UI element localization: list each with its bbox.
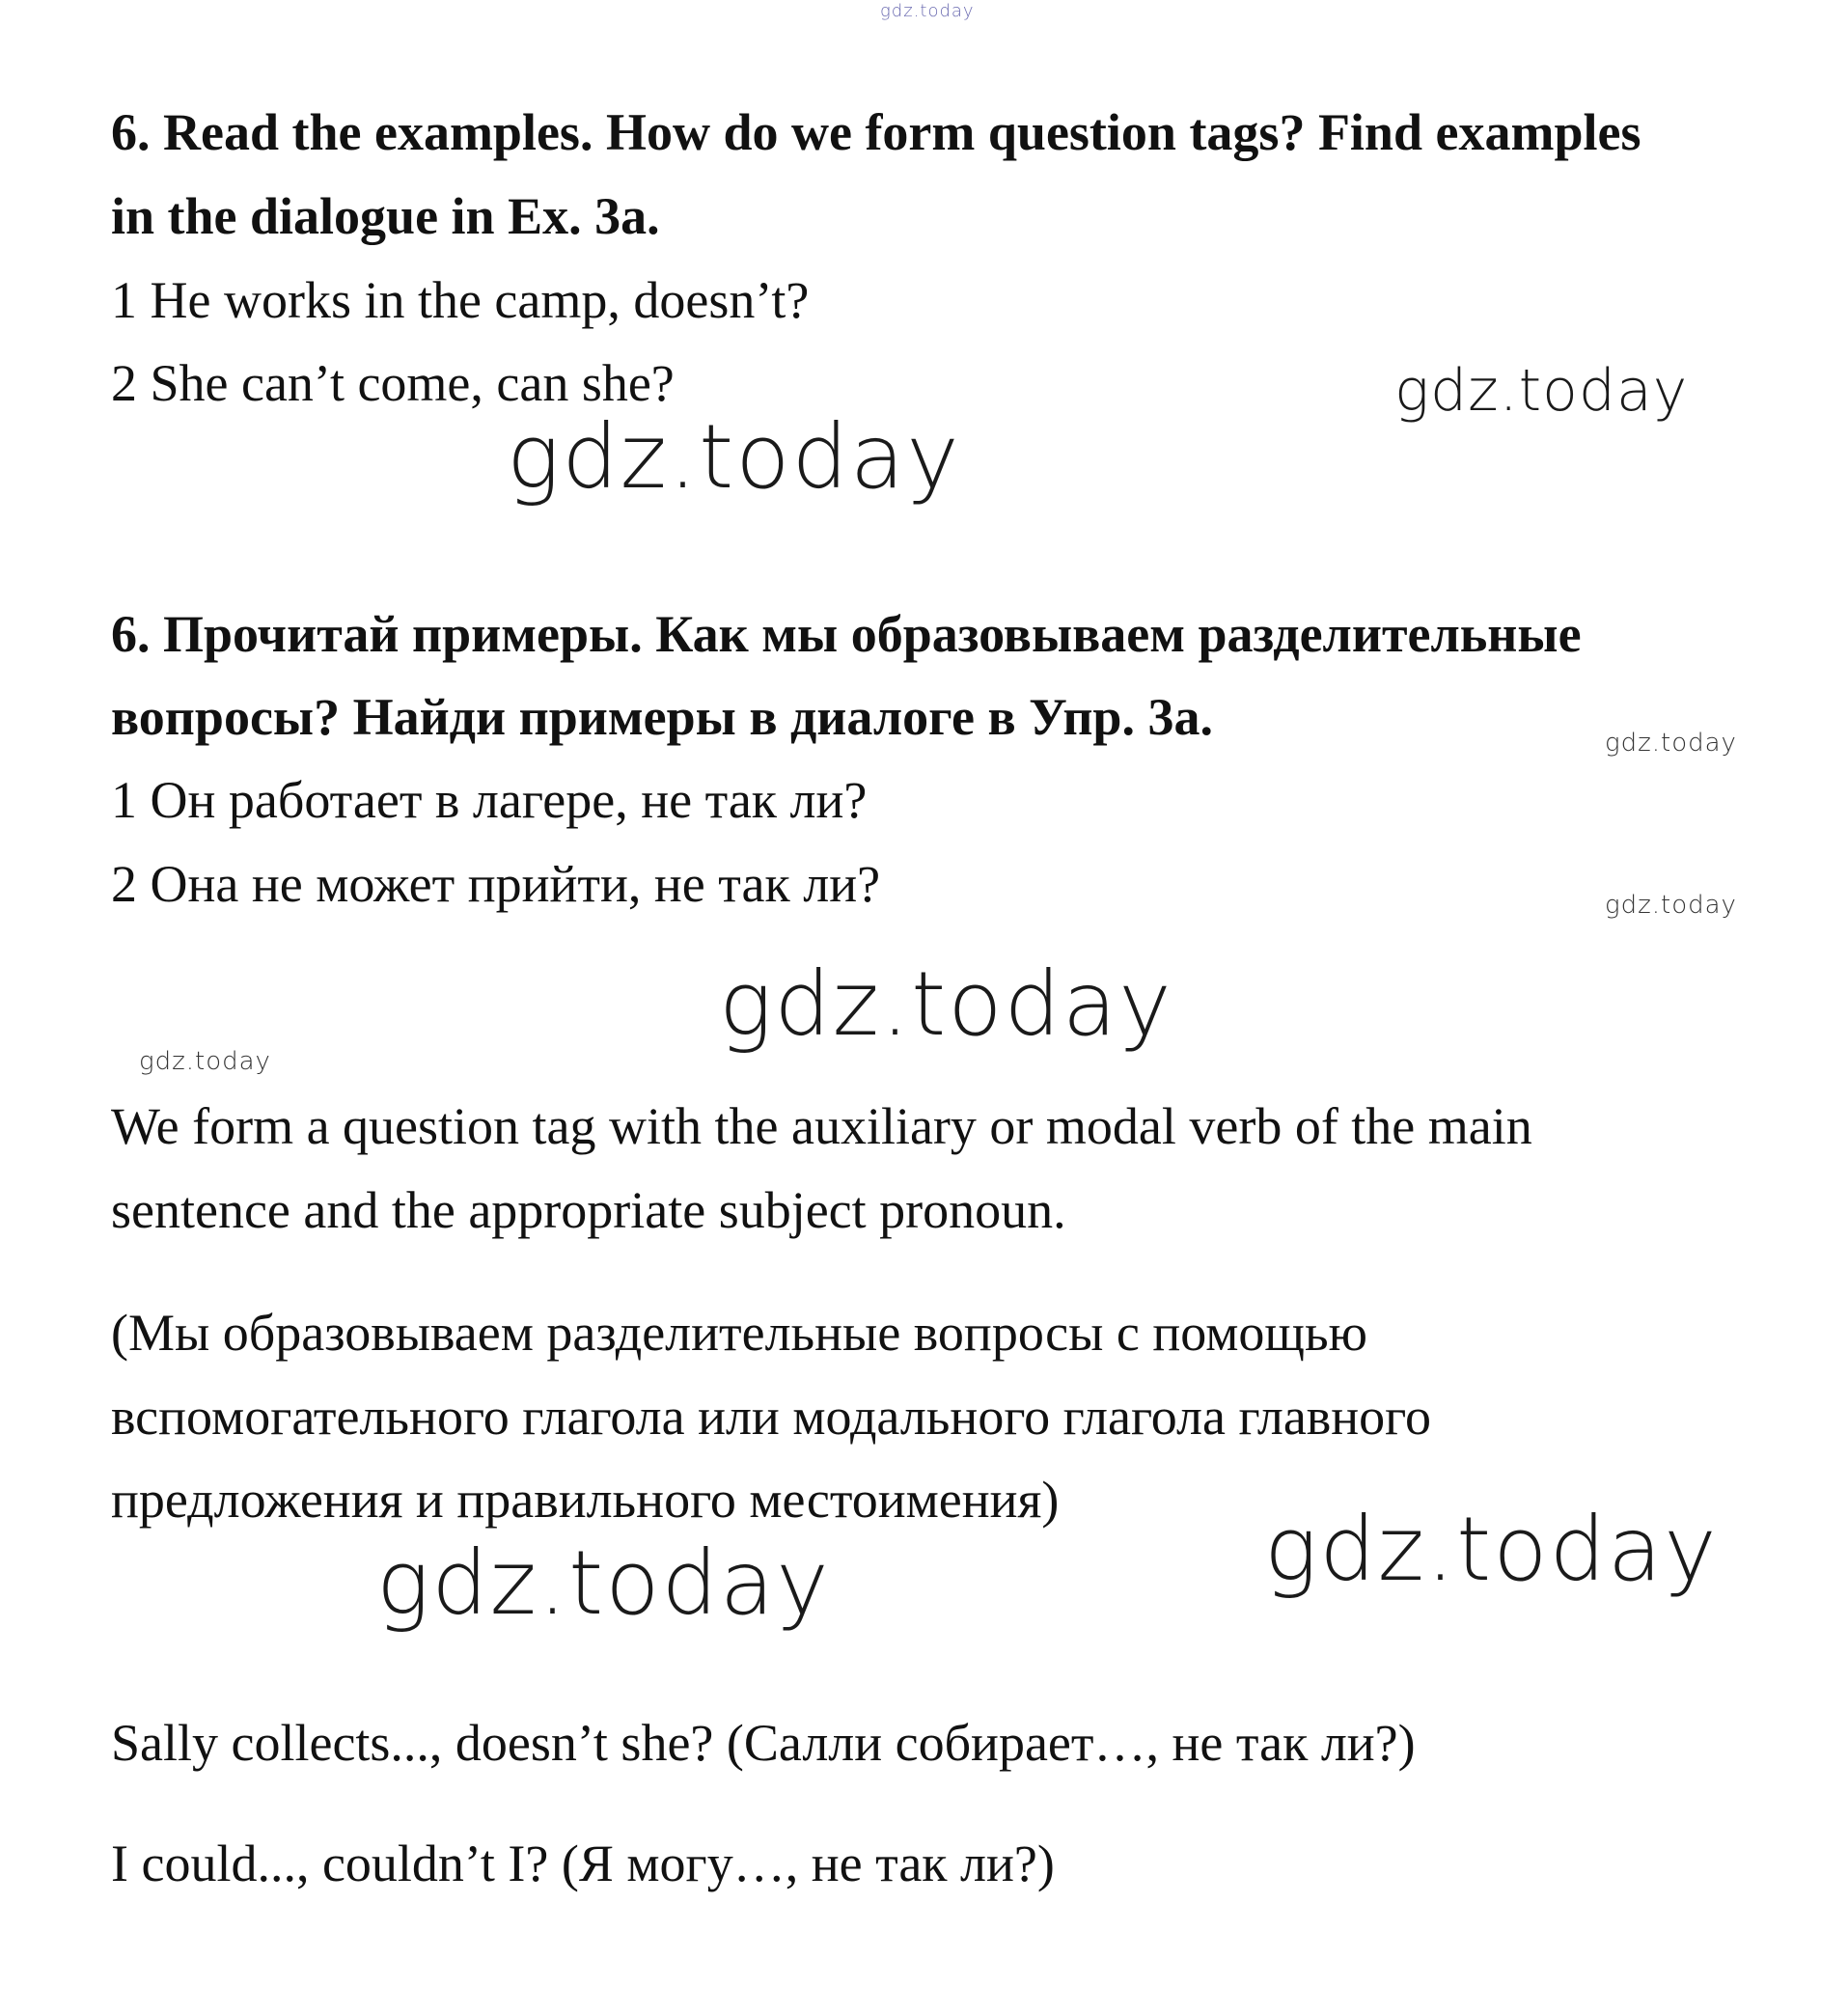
watermark: gdz.today [1605,729,1737,758]
watermark-top: gdz.today [880,1,975,21]
answer-example-2: I could..., couldn’t I? (Я могу…, не так ли?) [111,1835,1055,1892]
answer-ru-line1: (Мы образовываем разделительные вопросы с помощью [111,1304,1367,1362]
answer-ru-line3: предложения и правильного местоимения) [111,1471,1060,1529]
watermark: gdz.today [1394,357,1689,425]
watermark: gdz.today [507,405,961,509]
answer-ru-line2: вспомогательного глагола или модального глагола главного [111,1388,1431,1446]
watermark: gdz.today [139,1047,271,1076]
example-ru-2: 2 Она не может прийти, не так ли? [111,855,881,913]
example-en-1: 1 He works in the camp, doesn’t? [111,271,810,329]
task-heading-ru-line2: вопросы? Найди примеры в диалоге в Упр. 3а. [111,688,1213,746]
watermark: gdz.today [1605,891,1737,920]
task-heading-en-line1: 6. Read the examples. How do we form question tags? Find examples [111,103,1641,161]
answer-example-1: Sally collects..., doesn’t she? (Салли собирает…, не так ли?) [111,1714,1416,1772]
task-heading-ru-line1: 6. Прочитай примеры. Как мы образовываем разделительные [111,605,1582,663]
watermark: gdz.today [719,952,1173,1056]
answer-en-line2: sentence and the appropriate subject pronoun. [111,1181,1066,1239]
watermark: gdz.today [376,1531,831,1635]
watermark: gdz.today [1264,1498,1719,1601]
task-heading-en-line2: in the dialogue in Ex. 3a. [111,187,660,245]
example-en-2: 2 She can’t come, can she? [111,354,675,412]
answer-en-line1: We form a question tag with the auxiliary or modal verb of the main [111,1097,1532,1155]
example-ru-1: 1 Он работает в лагере, не так ли? [111,771,868,829]
